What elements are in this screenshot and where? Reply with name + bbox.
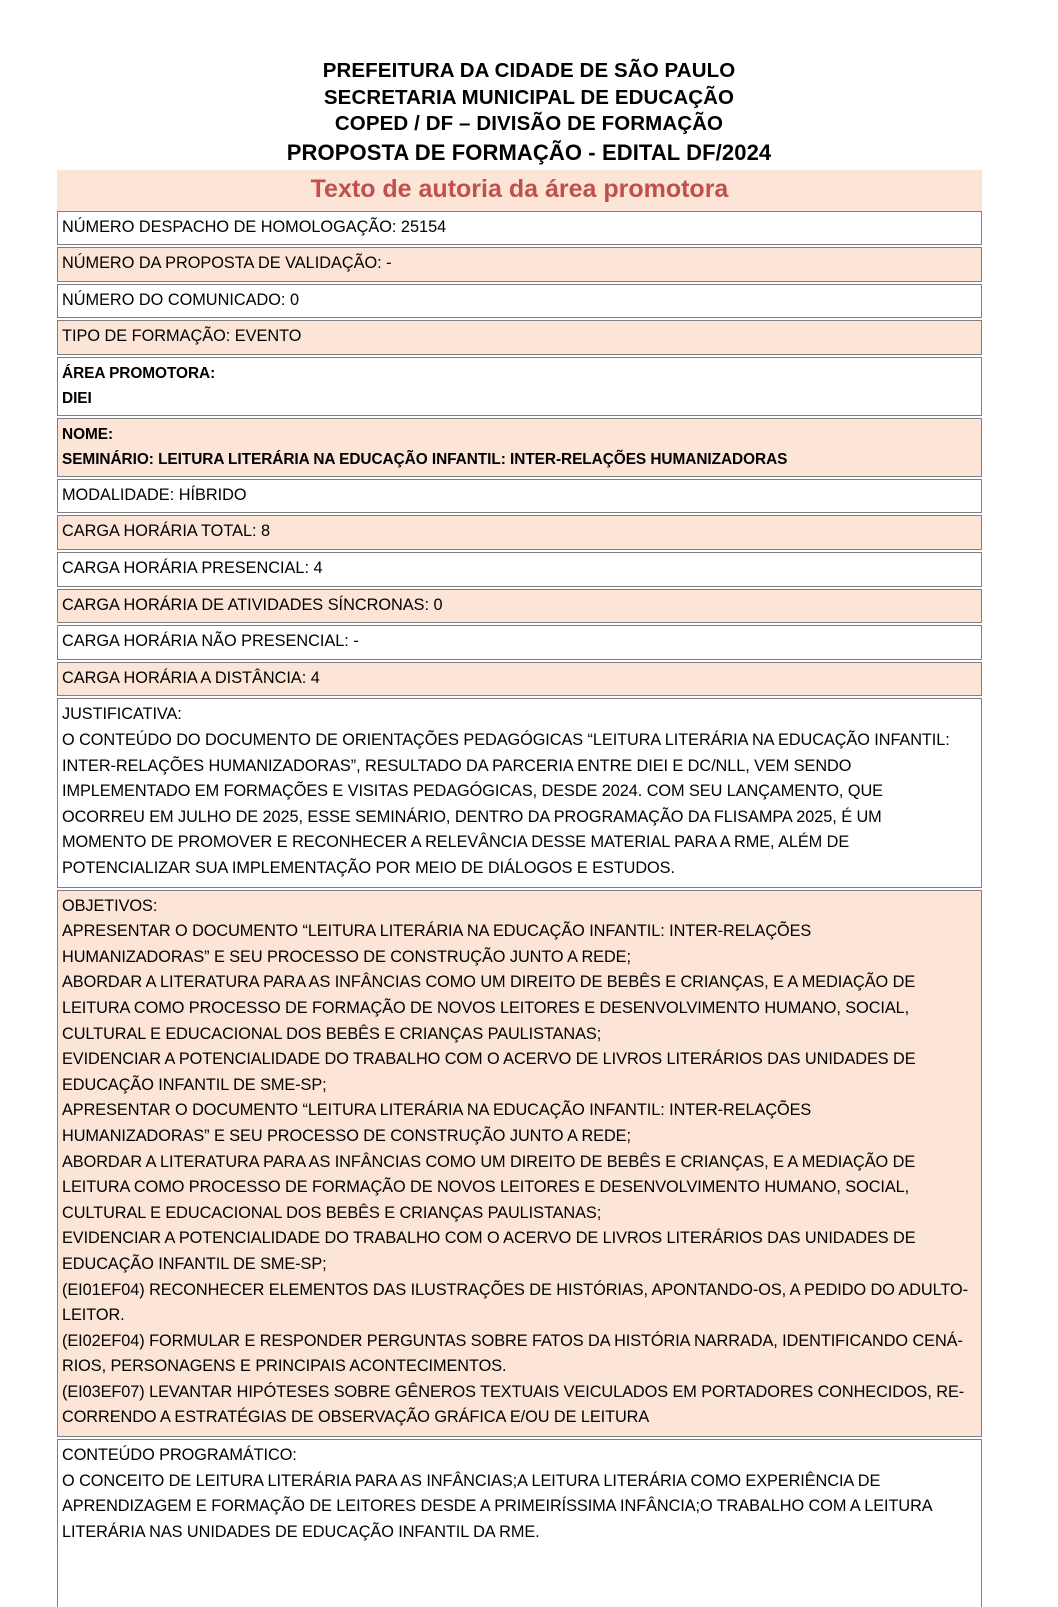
conteudo-programatico-label: CONTEÚDO PROGRAMÁTICO:: [62, 1443, 977, 1469]
objetivos-line: HUMANIZADORAS” E SEU PROCESSO DE CONSTRUÇÃO JUNTO A REDE;: [62, 945, 977, 971]
objetivos-line: (EI01EF04) RECONHECER ELEMENTOS DAS ILUSTRAÇÕES DE HISTÓRIAS, APONTANDO-OS, A PEDIDO DO ADULTO-: [62, 1278, 977, 1304]
justificativa-line: POTENCIALIZAR SUA IMPLEMENTAÇÃO POR MEIO DE DIÁLOGOS E ESTUDOS.: [62, 856, 977, 882]
row-justificativa: [57, 698, 982, 887]
conteudo-programatico-line: O CONCEITO DE LEITURA LITERÁRIA PARA AS INFÂNCIAS;A LEITURA LITERÁRIA COMO EXPERIÊNCIA DE: [62, 1469, 977, 1495]
carga-horaria-total-text: CARGA HORÁRIA TOTAL: 8: [62, 519, 977, 545]
objetivos-line: LEITURA COMO PROCESSO DE FORMAÇÃO DE NOVOS LEITORES E DESENVOLVIMENTO HUMANO, SOCIAL,: [62, 1175, 977, 1201]
authorship-banner-text: Texto de autoria da área promotora: [57, 174, 982, 204]
area-promotora-label: ÁREA PROMOTORA:: [62, 361, 977, 386]
numero-comunicado-text: NÚMERO DO COMUNICADO: 0: [62, 288, 977, 314]
objetivos-line: LEITOR.: [62, 1303, 977, 1329]
row-objetivos: [57, 890, 982, 1437]
objetivos-line: LEITURA COMO PROCESSO DE FORMAÇÃO DE NOVOS LEITORES E DESENVOLVIMENTO HUMANO, SOCIAL,: [62, 996, 977, 1022]
objetivos-line: EDUCAÇÃO INFANTIL DE SME-SP;: [62, 1252, 977, 1278]
row-tipo-formacao: [57, 320, 982, 355]
row-modalidade: [57, 479, 982, 514]
carga-horaria-nao-presencial-text: CARGA HORÁRIA NÃO PRESENCIAL: -: [62, 629, 977, 655]
row-numero-despacho: [57, 211, 982, 246]
header-line-proposta: PROPOSTA DE FORMAÇÃO - EDITAL DF/2024: [0, 138, 1058, 168]
row-conteudo-programatico: [57, 1439, 982, 1607]
proposal-form-table: [57, 211, 982, 1607]
header-line-coped: COPED / DF – DIVISÃO DE FORMAÇÃO: [0, 111, 1058, 138]
modalidade-text: MODALIDADE: HÍBRIDO: [62, 483, 977, 509]
justificativa-line: INTER-RELAÇÕES HUMANIZADORAS”, RESULTADO DA PARCERIA ENTRE DIEI E DC/NLL, VEM SENDO: [62, 754, 977, 780]
numero-proposta-validacao-text: NÚMERO DA PROPOSTA DE VALIDAÇÃO: -: [62, 251, 977, 277]
objetivos-line: EDUCAÇÃO INFANTIL DE SME-SP;: [62, 1073, 977, 1099]
nome-label: NOME:: [62, 422, 977, 447]
row-carga-horaria-nao-presencial: [57, 625, 982, 660]
row-carga-horaria-presencial: [57, 552, 982, 587]
conteudo-programatico-line: APRENDIZAGEM E FORMAÇÃO DE LEITORES DESDE A PRIMEIRÍSSIMA INFÂNCIA;O TRABALHO COM A LEITURA: [62, 1494, 977, 1520]
header-line-prefeitura: PREFEITURA DA CIDADE DE SÃO PAULO: [0, 58, 1058, 85]
nome-value: SEMINÁRIO: LEITURA LITERÁRIA NA EDUCAÇÃO INFANTIL: INTER-RELAÇÕES HUMANIZADORAS: [62, 447, 977, 472]
objetivos-line: HUMANIZADORAS” E SEU PROCESSO DE CONSTRUÇÃO JUNTO A REDE;: [62, 1124, 977, 1150]
numero-despacho-text: NÚMERO DESPACHO DE HOMOLOGAÇÃO: 25154: [62, 215, 977, 241]
row-numero-proposta-validacao: [57, 247, 982, 282]
justificativa-line: O CONTEÚDO DO DOCUMENTO DE ORIENTAÇÕES PEDAGÓGICAS “LEITURA LITERÁRIA NA EDUCAÇÃO INFANTIL:: [62, 728, 977, 754]
row-carga-horaria-sincronas: [57, 589, 982, 624]
objetivos-line: APRESENTAR O DOCUMENTO “LEITURA LITERÁRIA NA EDUCAÇÃO INFANTIL: INTER-RELAÇÕES: [62, 919, 977, 945]
objetivos-line: EVIDENCIAR A POTENCIALIDADE DO TRABALHO COM O ACERVO DE LIVROS LITERÁRIOS DAS UNIDADES DE: [62, 1047, 977, 1073]
header-line-secretaria: SECRETARIA MUNICIPAL DE EDUCAÇÃO: [0, 85, 1058, 112]
objetivos-line: EVIDENCIAR A POTENCIALIDADE DO TRABALHO COM O ACERVO DE LIVROS LITERÁRIOS DAS UNIDADES DE: [62, 1226, 977, 1252]
objetivos-line: RIOS, PERSONAGENS E PRINCIPAIS ACONTECIMENTOS.: [62, 1354, 977, 1380]
objetivos-label: OBJETIVOS:: [62, 894, 977, 920]
objetivos-line: (EI03EF07) LEVANTAR HIPÓTESES SOBRE GÊNEROS TEXTUAIS VEICULADOS EM PORTADORES CONHECIDOS, RE-: [62, 1380, 977, 1406]
objetivos-line: ABORDAR A LITERATURA PARA AS INFÂNCIAS COMO UM DIREITO DE BEBÊS E CRIANÇAS, E A MEDIAÇÃO DE: [62, 1150, 977, 1176]
objetivos-line: (EI02EF04) FORMULAR E RESPONDER PERGUNTAS SOBRE FATOS DA HISTÓRIA NARRADA, IDENTIFICANDO CENÁ-: [62, 1329, 977, 1355]
objetivos-line: CULTURAL E EDUCACIONAL DOS BEBÊS E CRIANÇAS PAULISTANAS;: [62, 1022, 977, 1048]
justificativa-line: MOMENTO DE PROMOVER E RECONHECER A RELEVÂNCIA DESSE MATERIAL PARA A RME, ALÉM DE: [62, 830, 977, 856]
row-area-promotora: [57, 357, 982, 416]
justificativa-label: JUSTIFICATIVA:: [62, 702, 977, 728]
objetivos-line: CULTURAL E EDUCACIONAL DOS BEBÊS E CRIANÇAS PAULISTANAS;: [62, 1201, 977, 1227]
objetivos-line: CORRENDO A ESTRATÉGIAS DE OBSERVAÇÃO GRÁFICA E/OU DE LEITURA: [62, 1405, 977, 1431]
justificativa-line: OCORREU EM JULHO DE 2025, ESSE SEMINÁRIO, DENTRO DA PROGRAMAÇÃO DA FLISAMPA 2025, É UM: [62, 805, 977, 831]
justificativa-line: IMPLEMENTADO EM FORMAÇÕES E VISITAS PEDAGÓGICAS, DESDE 2024. COM SEU LANÇAMENTO, QUE: [62, 779, 977, 805]
carga-horaria-sincronas-text: CARGA HORÁRIA DE ATIVIDADES SÍNCRONAS: 0: [62, 593, 977, 619]
area-promotora-value: DIEI: [62, 386, 977, 411]
row-nome: [57, 418, 982, 477]
authorship-banner: [57, 170, 982, 211]
document-header: [0, 0, 1058, 168]
tipo-formacao-text: TIPO DE FORMAÇÃO: EVENTO: [62, 324, 977, 350]
row-numero-comunicado: [57, 284, 982, 319]
carga-horaria-presencial-text: CARGA HORÁRIA PRESENCIAL: 4: [62, 556, 977, 582]
carga-horaria-distancia-text: CARGA HORÁRIA A DISTÂNCIA: 4: [62, 666, 977, 692]
row-carga-horaria-distancia: [57, 662, 982, 697]
objetivos-line: ABORDAR A LITERATURA PARA AS INFÂNCIAS COMO UM DIREITO DE BEBÊS E CRIANÇAS, E A MEDIAÇÃO DE: [62, 970, 977, 996]
objetivos-line: APRESENTAR O DOCUMENTO “LEITURA LITERÁRIA NA EDUCAÇÃO INFANTIL: INTER-RELAÇÕES: [62, 1098, 977, 1124]
row-carga-horaria-total: [57, 515, 982, 550]
conteudo-programatico-line: LITERÁRIA NAS UNIDADES DE EDUCAÇÃO INFANTIL DA RME.: [62, 1520, 977, 1546]
